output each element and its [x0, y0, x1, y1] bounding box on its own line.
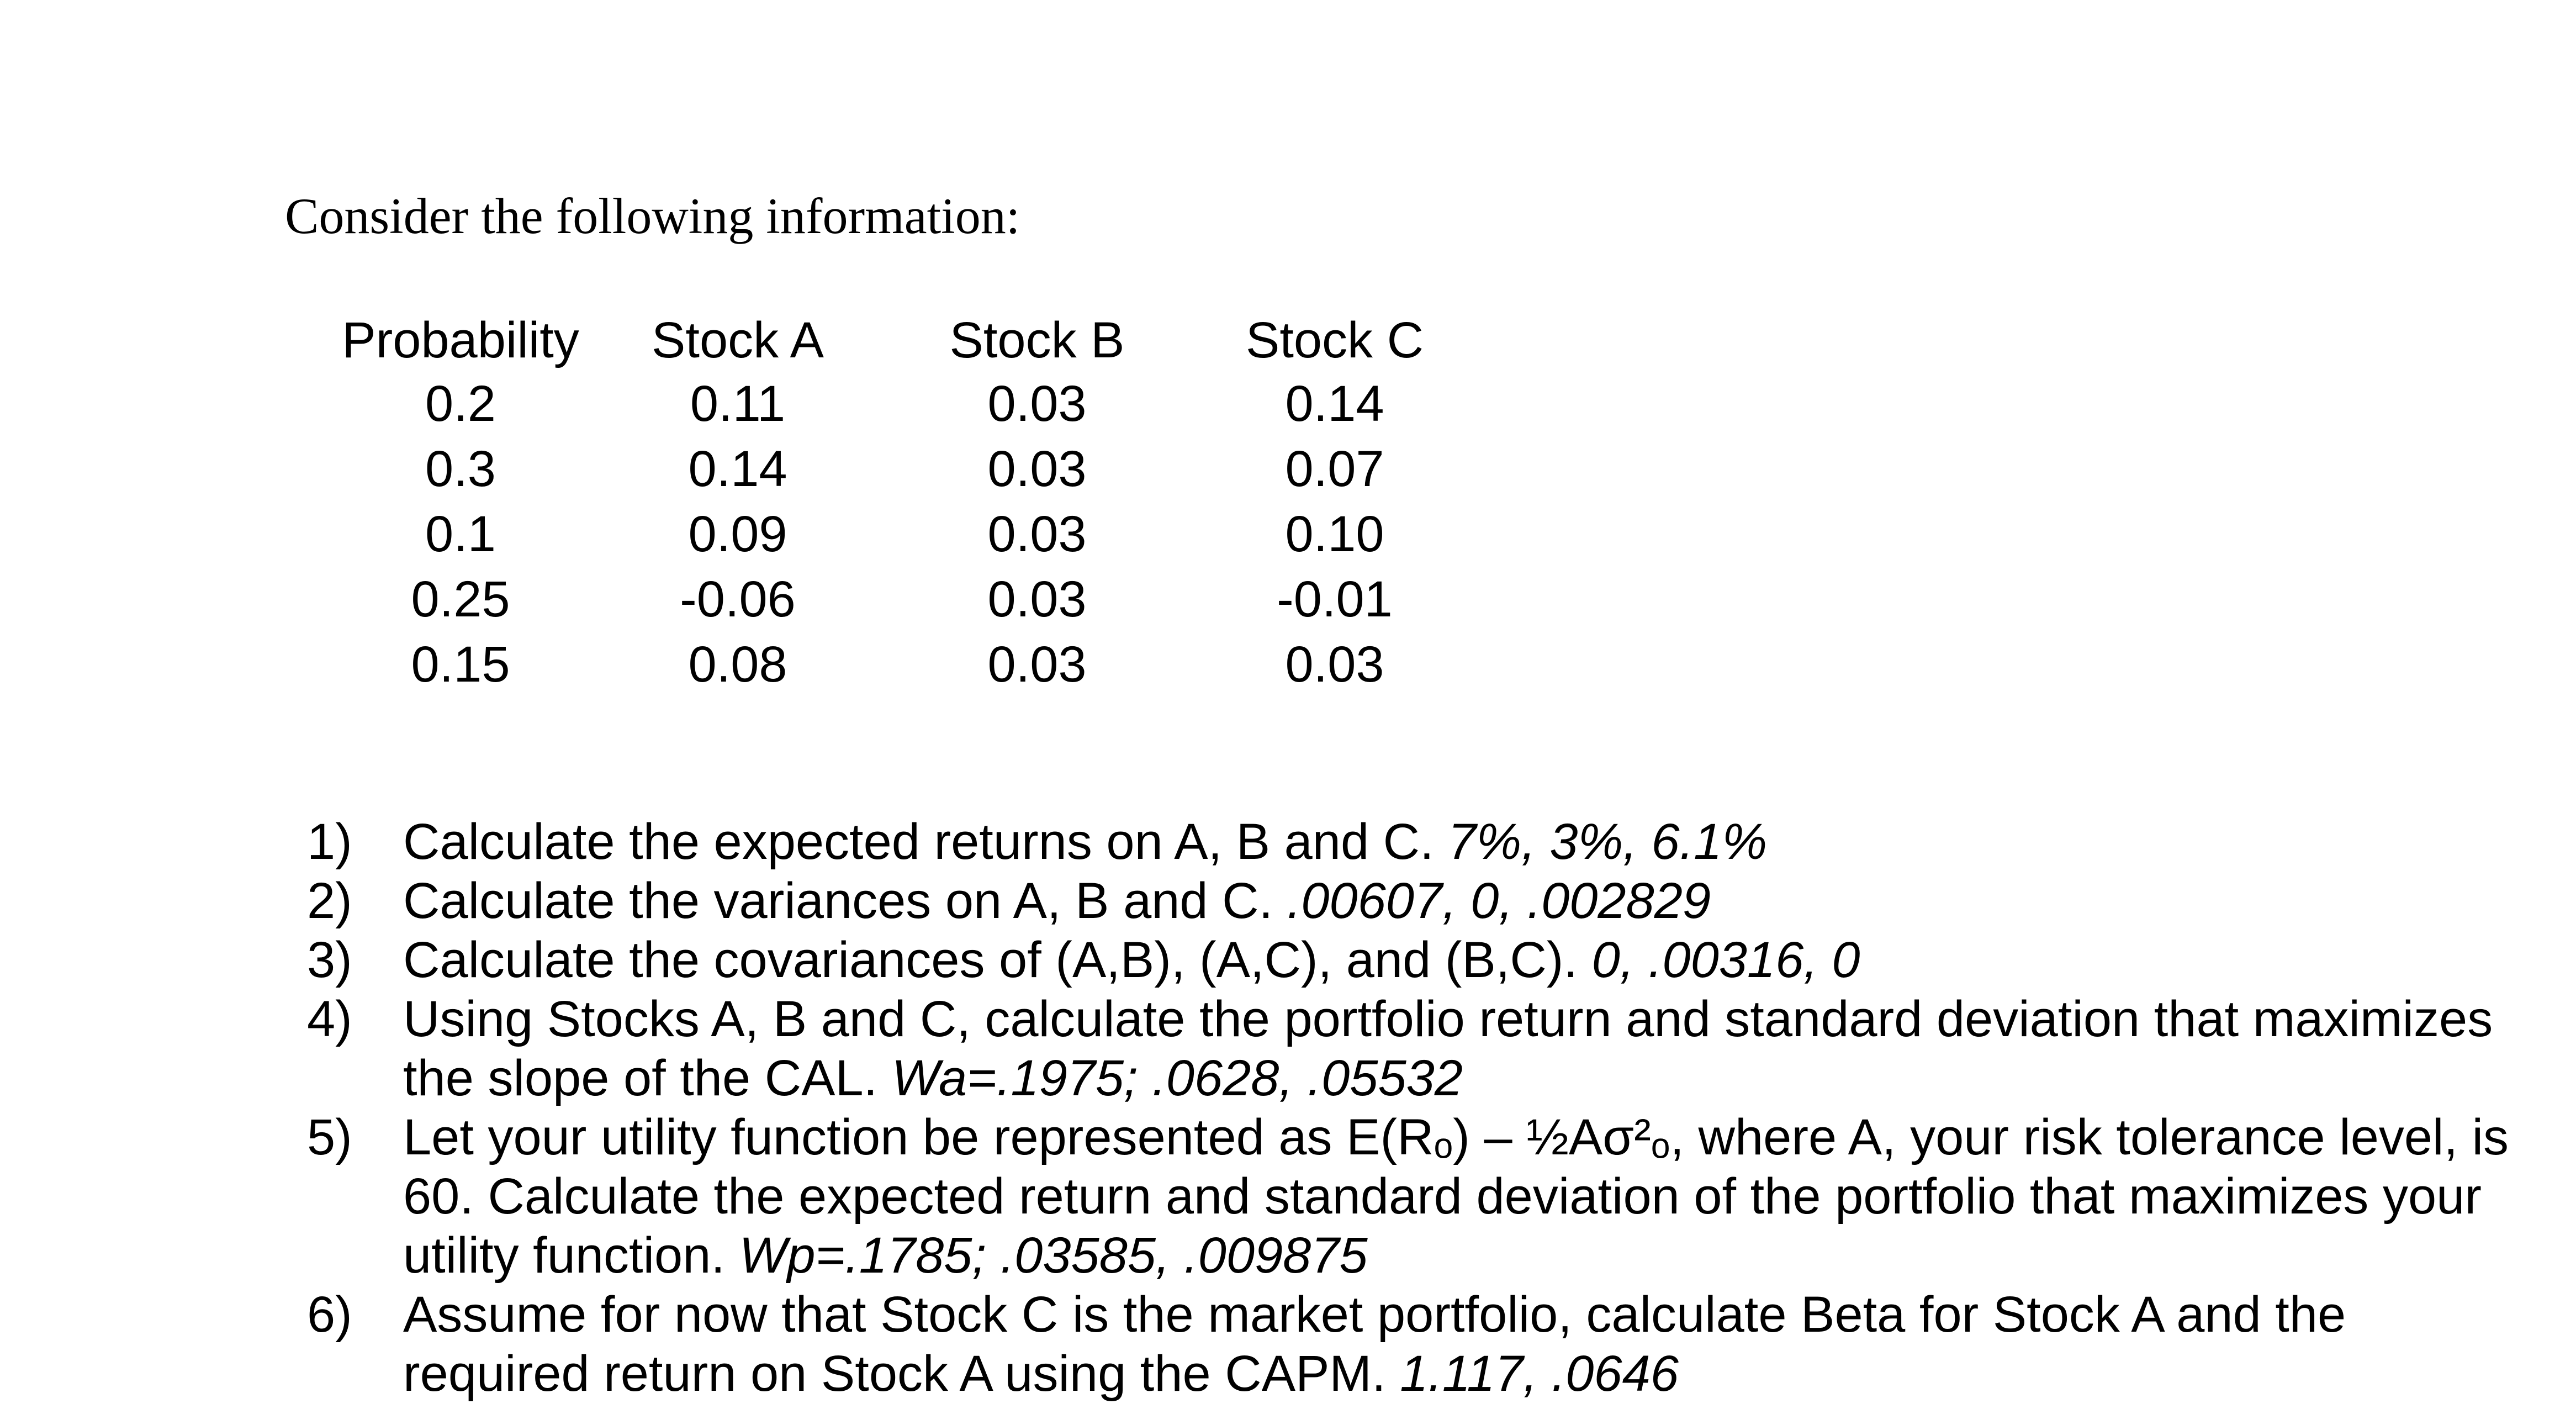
question-text: Let your utility function be represented as E(Rₒ) – ½Aσ²ₒ, where A, your risk tolerance level, is 60. Calculate the expected return and standard deviation of the portfolio that maximizes your utility function.	[403, 1109, 2509, 1284]
question-body	[403, 1108, 2543, 1285]
question-answer: 7%, 3%, 6.1%	[1448, 814, 1768, 870]
question-text: Assume for now that Stock C is the market portfolio, calculate Beta for Stock A and the required return on Stock A using the CAPM.	[403, 1286, 2346, 1402]
header-stock-c: Stock C	[1245, 312, 1424, 368]
table-row	[328, 371, 1478, 436]
cell-stock-c: 0.03	[1285, 636, 1384, 693]
cell-stock-b: 0.03	[987, 505, 1087, 562]
question-item	[307, 872, 2543, 931]
table-row	[328, 567, 1478, 632]
question-text: Calculate the expected returns on A, B and C.	[403, 814, 1434, 870]
question-list	[307, 812, 2543, 1403]
question-item	[307, 1285, 2543, 1403]
question-number: 5)	[307, 1109, 352, 1165]
cell-stock-c: 0.07	[1285, 440, 1384, 497]
question-item	[307, 812, 2543, 872]
question-item	[307, 1108, 2543, 1285]
question-number: 4)	[307, 991, 352, 1047]
question-number: 6)	[307, 1286, 352, 1343]
question-text: Calculate the variances on A, B and C.	[403, 873, 1273, 929]
question-number: 1)	[307, 814, 352, 870]
question-body	[403, 1285, 2543, 1403]
cell-stock-c: -0.01	[1277, 571, 1393, 627]
question-body	[403, 872, 2543, 931]
cell-stock-a: 0.08	[688, 636, 787, 693]
cell-probability: 0.25	[411, 571, 510, 627]
question-body	[403, 812, 2543, 872]
question-body	[403, 990, 2543, 1108]
cell-stock-a: 0.11	[690, 375, 786, 432]
cell-stock-a: 0.09	[688, 505, 787, 562]
returns-table	[328, 309, 1478, 697]
question-body	[403, 931, 2543, 990]
question-answer: .00607, 0, .002829	[1287, 873, 1711, 929]
question-text: Calculate the covariances of (A,B), (A,C), and (B,C).	[403, 932, 1578, 988]
cell-stock-b: 0.03	[987, 636, 1087, 693]
intro-text: Consider the following information:	[285, 188, 1020, 244]
question-answer: 1.117, .0646	[1400, 1345, 1679, 1402]
table-header-row	[328, 309, 1478, 371]
question-number: 2)	[307, 873, 352, 929]
cell-stock-b: 0.03	[987, 440, 1087, 497]
cell-probability: 0.2	[425, 375, 496, 432]
question-item	[307, 931, 2543, 990]
cell-stock-c: 0.14	[1285, 375, 1384, 432]
question-answer: 0, .00316, 0	[1591, 932, 1860, 988]
header-probability: Probability	[342, 312, 579, 368]
question-number: 3)	[307, 932, 352, 988]
header-stock-b: Stock B	[949, 312, 1125, 368]
question-answer: Wa=.1975; .0628, .05532	[891, 1050, 1463, 1106]
question-text: Using Stocks A, B and C, calculate the portfolio return and standard deviation that maximizes the slope of the CAL.	[403, 991, 2493, 1106]
table-row	[328, 436, 1478, 502]
table-row	[328, 502, 1478, 567]
cell-stock-b: 0.03	[987, 571, 1087, 627]
cell-probability: 0.3	[425, 440, 496, 497]
question-item	[307, 990, 2543, 1108]
cell-probability: 0.1	[425, 505, 496, 562]
cell-stock-a: 0.14	[688, 440, 787, 497]
table-row	[328, 632, 1478, 697]
cell-stock-b: 0.03	[987, 375, 1087, 432]
question-answer: Wp=.1785; .03585, .009875	[739, 1227, 1368, 1284]
header-stock-a: Stock A	[652, 312, 824, 368]
cell-probability: 0.15	[411, 636, 510, 693]
cell-stock-c: 0.10	[1285, 505, 1384, 562]
cell-stock-a: -0.06	[680, 571, 796, 627]
